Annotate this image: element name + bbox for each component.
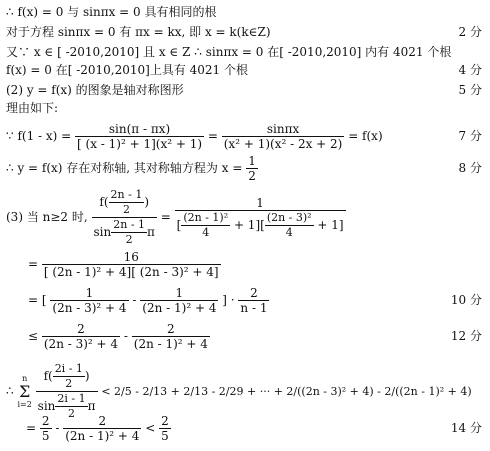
leq-sign: ≤	[28, 329, 42, 343]
numerator: sin(π - πx)	[75, 122, 204, 137]
solution-line-12	[6, 320, 482, 354]
fraction	[109, 188, 145, 217]
line-text: f(x) = 0 在[ -2010,2010]上具有 4021 个根	[6, 63, 248, 77]
numerator: 1	[140, 286, 218, 301]
bracket: + 1][	[230, 217, 265, 232]
sigma-symbol: Σ	[18, 381, 31, 401]
solution-line-5	[6, 80, 482, 100]
numerator: 2	[132, 322, 210, 337]
score-label: 10 分	[450, 293, 482, 307]
equation	[28, 250, 221, 279]
denominator: (2n - 3)² + 4	[52, 301, 127, 315]
fraction	[222, 122, 345, 151]
line-text: 理由如下:	[6, 101, 59, 115]
denominator: (2n - 1)² + 4	[133, 337, 208, 351]
pi-symbol: π	[87, 399, 96, 413]
solution-line-1	[6, 2, 482, 22]
denominator: 2	[125, 233, 133, 246]
numerator: (2n - 3)²	[266, 210, 312, 224]
denominator	[92, 218, 157, 247]
func-open: f(	[99, 195, 109, 209]
numerator: 1	[248, 154, 256, 168]
numerator: 2	[161, 414, 169, 428]
solution-line-6	[6, 98, 482, 118]
fraction	[238, 286, 269, 315]
denominator: (2n - 1)² + 4	[65, 429, 140, 443]
denominator: 5	[41, 429, 50, 443]
inequality-chain: < 2/5 - 2/13 + 2/13 - 2/29 + ··· + 2/((2n - 3)² + 4) - 2/((2n - 1)² + 4)	[101, 385, 472, 398]
score-label: 5 分	[458, 83, 482, 97]
fraction	[75, 122, 204, 151]
therefore-sign: ∴	[6, 384, 14, 398]
line-text: 又∵ x ∈ [ -2010,2010] 且 x ∈ Z ∴ sinπx = 0 在[ -2010,2010] 内有 4021 个根	[6, 45, 452, 59]
equation	[6, 122, 383, 151]
equation	[28, 286, 269, 315]
score-label: 12 分	[450, 329, 482, 343]
solution-line-14	[6, 412, 482, 448]
solution-line-3	[6, 42, 482, 62]
less-than-sign: <	[145, 421, 160, 435]
denominator: 5	[161, 429, 169, 443]
equation-lead: (3) 当 n≥2 时,	[6, 210, 88, 224]
sum-lower-limit: i=2	[17, 399, 32, 409]
equation	[6, 154, 258, 183]
numerator: 2n - 1	[110, 188, 143, 201]
equation	[26, 414, 171, 443]
bracket-close: ] ·	[222, 293, 239, 307]
summation	[17, 374, 31, 410]
fraction	[40, 414, 52, 443]
fraction	[181, 211, 230, 240]
fraction	[63, 414, 141, 443]
score-label: 2 分	[458, 25, 482, 39]
denominator: n - 1	[240, 301, 268, 315]
fraction	[159, 414, 171, 443]
numerator: 2	[63, 414, 141, 429]
equation-lead: ∵ f(1 - x) =	[6, 129, 76, 143]
func-close: )	[84, 369, 90, 383]
equation	[6, 188, 346, 247]
numerator: 2	[41, 414, 50, 428]
equals-sign: =	[160, 210, 175, 224]
equals-sign: =	[26, 421, 40, 435]
solution-line-8	[6, 152, 482, 184]
numerator: 2	[42, 322, 120, 337]
fraction	[140, 286, 218, 315]
minus-sign: -	[123, 329, 132, 343]
numerator	[36, 362, 98, 392]
fraction	[132, 322, 210, 351]
denominator: 4	[285, 225, 293, 239]
fraction	[265, 211, 314, 240]
sin-label: sin	[93, 225, 112, 239]
numerator: 2n - 1	[113, 218, 146, 231]
minus-sign: -	[132, 293, 141, 307]
func-open: f(	[43, 369, 53, 383]
numerator: sinπx	[222, 122, 345, 137]
score-label: 7 分	[458, 129, 482, 143]
fraction	[175, 196, 346, 240]
numerator	[92, 188, 157, 218]
fraction	[50, 286, 128, 315]
equation	[28, 322, 210, 351]
score-label: 14 分	[450, 421, 482, 435]
sum-upper-limit: n	[22, 373, 28, 383]
denominator	[175, 211, 346, 240]
solution-line-13	[6, 360, 482, 420]
denominator: 4	[202, 225, 210, 239]
fraction	[53, 362, 85, 391]
solution-line-2	[6, 22, 482, 42]
denominator: 2	[248, 169, 256, 183]
denominator: 2	[122, 203, 130, 216]
numerator: 2i - 1	[54, 362, 83, 375]
func-close: )	[144, 195, 150, 209]
minus-sign: -	[55, 421, 64, 435]
denominator: [ (2n - 1)² + 4][ (2n - 3)² + 4]	[43, 265, 219, 279]
pi-symbol: π	[147, 225, 155, 239]
denominator: 2	[68, 407, 75, 420]
denominator: [ (x - 1)² + 1](x² + 1)	[77, 137, 203, 151]
numerator: (2n - 1)²	[183, 210, 229, 224]
denominator: 2	[65, 377, 73, 390]
line-text: (2) y = f(x) 的图象是轴对称图形	[6, 83, 184, 97]
sin-label: sin	[37, 399, 56, 413]
fraction	[42, 250, 221, 279]
solution-line-11	[6, 284, 482, 318]
solution-line-4	[6, 60, 482, 80]
numerator: 16	[42, 250, 221, 265]
fraction	[42, 322, 120, 351]
solution-line-9	[6, 186, 482, 246]
denominator: (2n - 3)² + 4	[43, 337, 119, 351]
solution-line-7	[6, 120, 482, 154]
equals-sign: = [	[28, 293, 47, 307]
fraction	[246, 154, 258, 183]
fraction	[92, 188, 157, 247]
fraction	[111, 218, 147, 247]
equation-lead: ∴ y = f(x) 存在对称轴, 其对称轴方程为 x =	[6, 161, 247, 175]
score-label: 4 分	[458, 63, 482, 77]
line-text: 对于方程 sinπx = 0 有 πx = kx, 即 x = k(k∈Z)	[6, 25, 271, 39]
numerator: 2	[238, 286, 269, 301]
denominator: (x² + 1)(x² - 2x + 2)	[223, 137, 343, 151]
denominator: (2n - 1)² + 4	[142, 301, 217, 315]
equation-tail: = f(x)	[348, 129, 383, 143]
line-text: ∴ f(x) = 0 与 sinπx = 0 具有相同的根	[6, 5, 217, 19]
bracket: [	[176, 217, 182, 232]
equals-sign: =	[207, 129, 222, 143]
score-label: 8 分	[458, 161, 482, 175]
numerator: 2i - 1	[57, 392, 86, 405]
numerator: 1	[175, 196, 346, 211]
equals-sign: =	[28, 257, 42, 271]
numerator: 1	[50, 286, 128, 301]
solution-line-10	[6, 248, 482, 282]
bracket: + 1]	[313, 217, 344, 232]
